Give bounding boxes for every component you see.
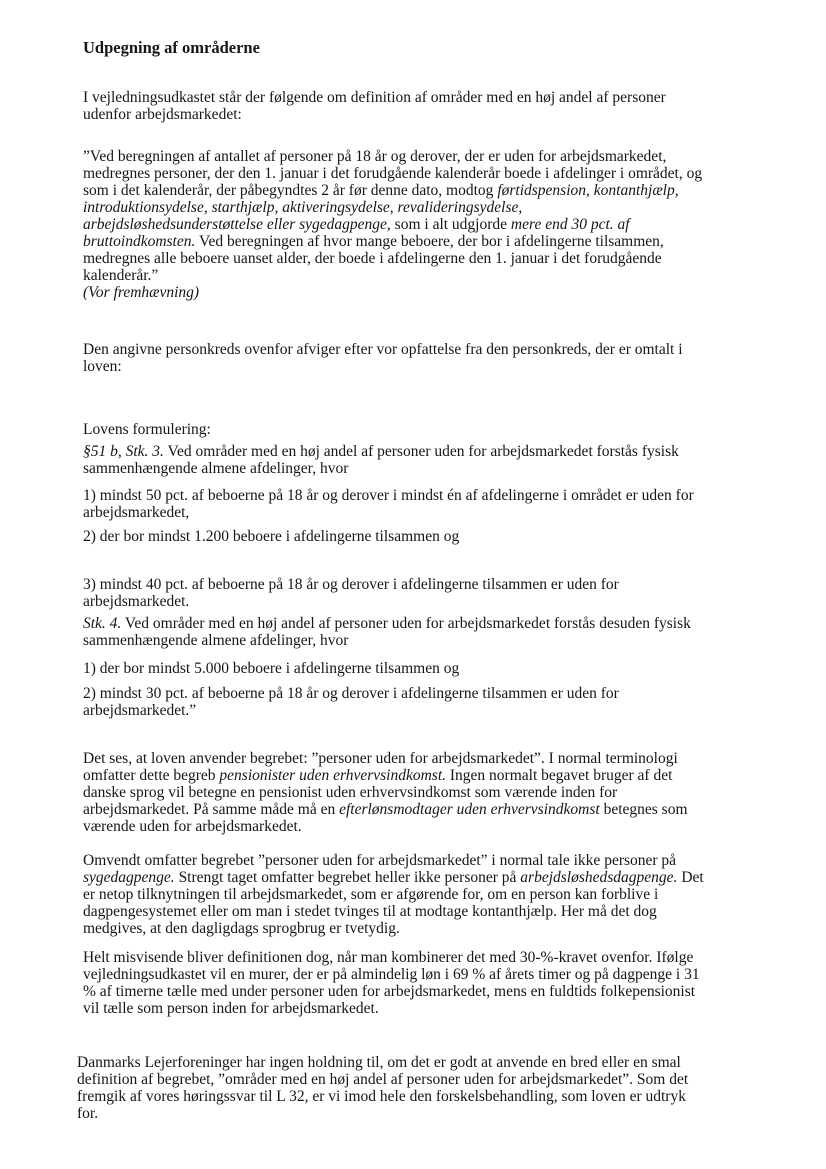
analysis-line-10: medgives, at den dagligdags sprogbrug er tvetydig. <box>83 920 400 937</box>
law-text: Ved områder med en høj andel af personer uden for arbejdsmarkedet forstås desuden fysisk <box>121 615 691 632</box>
intro-paragraph <box>83 89 666 123</box>
quote-line-1: ”Ved beregningen af antallet af personer på 18 år og derover, der er uden for arbejdsmarkedet, <box>83 148 667 165</box>
deviation-paragraph <box>83 341 683 375</box>
quote-note: (Vor fremhævning) <box>83 284 200 301</box>
analysis-text: omfatter dette begreb <box>83 767 220 784</box>
quote-text: som i det kalenderår, der påbegyndtes 2 år før denne dato, modtog <box>83 182 498 199</box>
analysis-emphasis: sygedagpenge. <box>83 869 175 886</box>
analysis-line-2 <box>83 767 688 784</box>
analysis-paragraph-3 <box>83 949 700 1017</box>
law-item-4: 1) der bor mindst 5.000 beboere i afdelingerne tilsammen og <box>83 660 460 677</box>
closing-line-3: fremgik af vores høringssvar til L 32, er vi imod hele den forskelsbehandling, som loven er udtryk <box>77 1088 686 1105</box>
law-section-3 <box>83 443 679 477</box>
analysis-line-6: Omvendt omfatter begrebet ”personer uden for arbejdsmarkedet” i normal tale ikke personer på <box>83 852 677 869</box>
law-p2-line-1 <box>83 615 691 632</box>
quote-line-5 <box>83 216 702 233</box>
quote-line-3 <box>83 182 702 199</box>
analysis-line-12: vejledningsudkastet vil en murer, der er på almindelig løn i 69 % af årets timer og på dagpenge i 31 <box>83 966 700 983</box>
quote-text: , som i alt udgjorde <box>386 216 511 233</box>
analysis-text: Strengt taget omfatter begrebet heller ikke personer på <box>174 869 521 886</box>
closing-paragraph <box>77 1054 688 1122</box>
law-item-5 <box>83 685 619 719</box>
analysis-text: Det <box>677 869 704 886</box>
analysis-line-9: dagpengesystemet eller om man i stedet tvinges til at modtage kontanthjælp. Her må det dog <box>83 903 657 920</box>
quote-line-6 <box>83 233 702 250</box>
intro-line-1: I vejledningsudkastet står der følgende om definition af områder med en høj andel af personer <box>83 89 666 106</box>
law-section-ref: Stk. 4. <box>83 615 122 632</box>
deviation-line-1: Den angivne personkreds ovenfor afviger efter vor opfattelse fra den personkreds, der er omtalt i <box>83 341 683 358</box>
law-item-2: 2) der bor mindst 1.200 beboere i afdelingerne tilsammen og <box>83 528 460 545</box>
law-section-ref: §51 b, Stk. 3. <box>83 443 164 460</box>
closing-line-4: for. <box>77 1105 99 1122</box>
law-p1-line-1 <box>83 443 679 460</box>
quote-line-2: medregnes personer, der den 1. januar i det forudgående kalenderår boede i afdelinger i området, og <box>83 165 703 182</box>
analysis-emphasis: efterlønsmodtager uden erhvervsindkomst <box>339 801 600 818</box>
analysis-line-5: værende uden for arbejdsmarkedet. <box>83 818 302 835</box>
law-item-5-line-2: arbejdsmarkedet.” <box>83 702 197 719</box>
analysis-line-8: er netop tilknytningen til arbejdsmarkedet, som er afgørende for, om en person kan forblive i <box>83 886 659 903</box>
analysis-line-13: % af timerne tælle med under personer uden for arbejdsmarkedet, mens en fuldtids folkepensionist <box>83 983 696 1000</box>
analysis-emphasis: pensionister uden erhvervsindkomst. <box>219 767 447 784</box>
analysis-text: Ingen normalt begavet bruger af det <box>446 767 673 784</box>
analysis-paragraph-1 <box>83 750 688 835</box>
law-p2-line-2: sammenhængende almene afdelinger, hvor <box>83 632 349 649</box>
law-item-3 <box>83 576 619 610</box>
analysis-line-14: vil tælle som person inden for arbejdsmarkedet. <box>83 1000 379 1017</box>
analysis-line-4 <box>83 801 688 818</box>
law-item-1-line-2: arbejdsmarkedet, <box>83 504 190 521</box>
law-item-1 <box>83 487 694 521</box>
deviation-line-2: loven: <box>83 358 122 375</box>
law-p1-line-2: sammenhængende almene afdelinger, hvor <box>83 460 349 477</box>
law-item-1-line-1: 1) mindst 50 pct. af beboerne på 18 år og derover i mindst én af afdelingerne i området er uden for <box>83 487 694 504</box>
analysis-line-3: danske sprog vil betegne en pensionist uden erhvervsindkomst som værende inden for <box>83 784 618 801</box>
quote-emphasis: bruttoindkomsten. <box>83 233 196 250</box>
law-item-3-line-2: arbejdsmarkedet. <box>83 593 190 610</box>
analysis-text: arbejdsmarkedet. På samme måde må en <box>83 801 340 818</box>
quote-text: Ved beregningen af hvor mange beboere, der bor i afdelingerne tilsammen, <box>195 233 664 250</box>
quote-emphasis: mere end 30 pct. af <box>510 216 630 233</box>
analysis-line-7 <box>83 869 704 886</box>
law-heading: Lovens formulering: <box>83 421 211 438</box>
analysis-line-11: Helt misvisende bliver definitionen dog, når man kombinerer det med 30-%-kravet ovenfor. Ifølge <box>83 949 694 966</box>
intro-line-2: udenfor arbejdsmarkedet: <box>83 106 242 123</box>
quote-emphasis: arbejdsløshedsunderstøttelse eller sygedagpenge <box>83 216 387 233</box>
quote-line-4: introduktionsydelse, starthjælp, aktiveringsydelse, revalideringsydelse, <box>83 199 523 216</box>
law-item-3-line-1: 3) mindst 40 pct. af beboerne på 18 år og derover i afdelingerne tilsammen er uden for <box>83 576 619 593</box>
analysis-line-1: Det ses, at loven anvender begrebet: ”personer uden for arbejdsmarkedet”. I normal terminologi <box>83 750 678 767</box>
analysis-paragraph-2 <box>83 852 704 937</box>
analysis-emphasis: arbejdsløshedsdagpenge. <box>520 869 678 886</box>
quote-line-7: medregnes alle beboere uanset alder, der boede i afdelingerne den 1. januar i det forudgående <box>83 250 662 267</box>
law-section-4 <box>83 615 691 649</box>
law-item-5-line-1: 2) mindst 30 pct. af beboerne på 18 år og derover i afdelingerne tilsammen er uden for <box>83 685 619 702</box>
quote-line-8: kalenderår.” <box>83 267 159 284</box>
document-title: Udpegning af områderne <box>83 38 260 57</box>
quote-block <box>83 148 702 301</box>
closing-line-1: Danmarks Lejerforeninger har ingen holdning til, om det er godt at anvende en bred eller en smal <box>77 1054 681 1071</box>
quote-emphasis: førtidspension, kontanthjælp, <box>497 182 679 199</box>
law-text: Ved områder med en høj andel af personer uden for arbejdsmarkedet forstås fysisk <box>163 443 679 460</box>
closing-line-2: definition af begrebet, ”områder med en høj andel af personer uden for arbejdsmarkedet”. Som det <box>77 1071 689 1088</box>
analysis-text: betegnes som <box>599 801 688 818</box>
